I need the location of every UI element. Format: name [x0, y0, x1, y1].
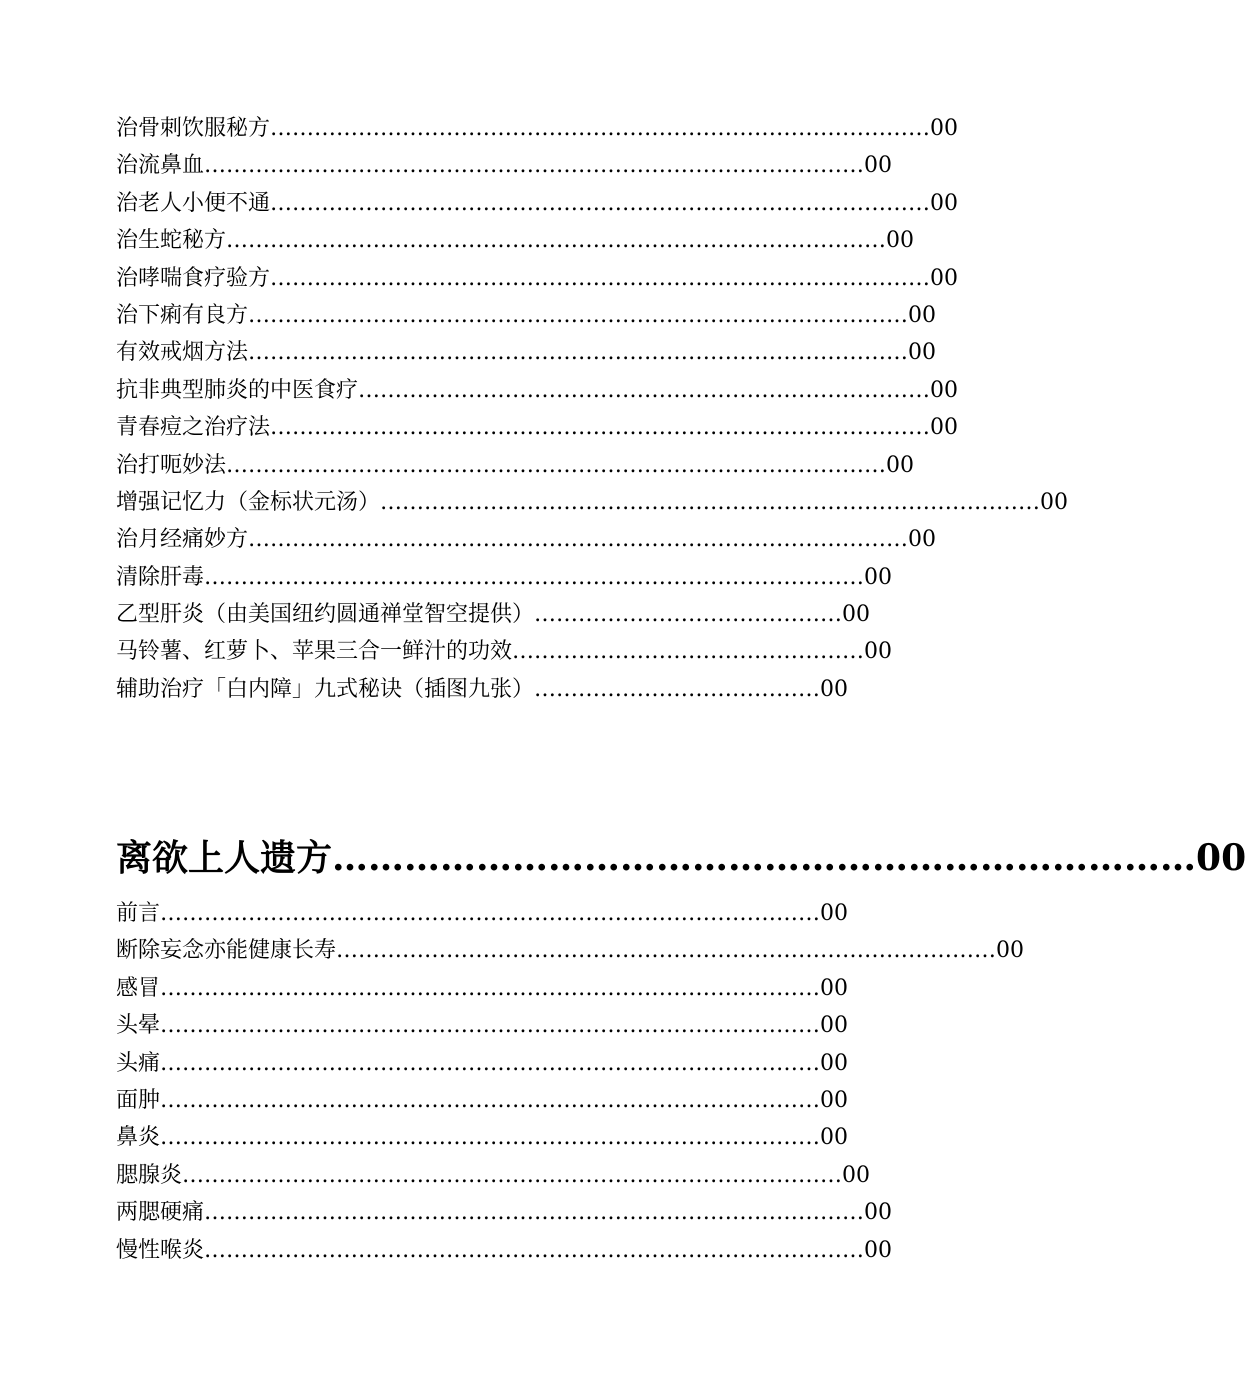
toc-entry[interactable]	[116, 1007, 896, 1044]
toc-entry[interactable]	[116, 484, 1069, 521]
entry-page-number: 00	[930, 116, 959, 141]
entry-title: 青春痘之治疗法	[116, 415, 271, 441]
entry-page-number: 00	[908, 302, 937, 328]
entry-leader-dots: ……………………………………………………………………	[358, 377, 931, 403]
entry-page-number: 00	[864, 564, 893, 590]
entry-title: 马铃薯、红萝卜、苹果三合一鲜汁的功效	[116, 639, 513, 665]
entry-title: 治老人小便不通	[116, 190, 271, 216]
entry-page-number: 00	[930, 377, 959, 403]
entry-leader-dots: ………………………………………………………………………………	[160, 1125, 821, 1151]
toc-entry[interactable]	[116, 1194, 896, 1231]
entry-leader-dots: ………………………………………………………………………………	[182, 1162, 843, 1188]
entry-page-number: 00	[930, 190, 959, 216]
toc-list-bottom	[116, 895, 1025, 1269]
entry-leader-dots: ………………………………………………………………………………	[204, 1237, 865, 1263]
entry-page-number: 00	[864, 639, 893, 665]
toc-entry[interactable]	[116, 970, 896, 1007]
entry-title: 抗非典型肺炎的中医食疗	[116, 377, 359, 403]
entry-page-number: 00	[930, 415, 959, 441]
toc-entry[interactable]	[116, 409, 959, 446]
entry-title: 治骨刺饮服秘方	[116, 116, 271, 141]
entry-leader-dots: …………………………………………	[512, 639, 865, 665]
toc-entry[interactable]	[116, 185, 959, 222]
entry-title: 慢性喉炎	[116, 1237, 205, 1263]
toc-entry[interactable]	[116, 895, 896, 932]
section-heading-page-number: 00	[1196, 837, 1246, 879]
entry-title: 治下痢有良方	[116, 302, 249, 328]
entry-title: 有效戒烟方法	[116, 340, 249, 366]
toc-entry[interactable]	[116, 372, 959, 409]
entry-title: 治哮喘食疗验方	[116, 265, 271, 291]
entry-leader-dots: ………………………………………………………………………………	[270, 415, 931, 441]
section-heading[interactable]	[116, 826, 1246, 890]
entry-leader-dots: ………………………………………………………………………………	[270, 190, 931, 216]
toc-list-top	[116, 110, 1069, 708]
toc-entry[interactable]	[116, 1157, 896, 1194]
toc-entry[interactable]	[116, 671, 896, 708]
toc-entry[interactable]	[116, 1232, 896, 1269]
entry-leader-dots: ………………………………………………………………………………	[226, 452, 887, 478]
entry-leader-dots: ………………………………………………………………………………	[248, 302, 909, 328]
entry-leader-dots: ………………………………………………………………………………	[204, 564, 865, 590]
entry-title: 清除肝毒	[116, 564, 205, 590]
entry-leader-dots: ………………………………………………………………………………	[160, 1013, 821, 1039]
entry-page-number: 00	[820, 676, 849, 702]
entry-title: 乙型肝炎（由美国纽约圆通禅堂智空提供）	[116, 602, 535, 628]
toc-entry[interactable]	[116, 559, 896, 596]
entry-leader-dots: ………………………………………………………………………………	[226, 228, 887, 254]
entry-page-number: 00	[1040, 489, 1069, 515]
toc-entry[interactable]	[116, 110, 959, 147]
entry-leader-dots: ………………………………………………………………………………	[248, 340, 909, 366]
toc-entry[interactable]	[116, 222, 915, 259]
entry-leader-dots: ………………………………………………………………………………	[204, 153, 865, 179]
entry-title: 两腮硬痛	[116, 1200, 205, 1226]
entry-page-number: 00	[886, 228, 915, 254]
toc-entry[interactable]	[116, 334, 937, 371]
entry-title: 腮腺炎	[116, 1162, 183, 1188]
entry-page-number: 00	[886, 452, 915, 478]
entry-leader-dots: …………………………………	[534, 676, 821, 702]
entry-title: 头晕	[116, 1013, 161, 1039]
entry-leader-dots: ………………………………………………………………………………	[380, 489, 1041, 515]
entry-page-number: 00	[864, 1200, 893, 1226]
entry-page-number: 00	[842, 1162, 871, 1188]
entry-leader-dots: ………………………………………………………………………………	[204, 1200, 865, 1226]
entry-title: 治月经痛妙方	[116, 527, 249, 553]
entry-page-number: 00	[820, 1125, 849, 1151]
toc-entry[interactable]	[116, 260, 959, 297]
toc-entry[interactable]	[116, 1045, 896, 1082]
toc-entry[interactable]	[116, 147, 896, 184]
entry-leader-dots: ………………………………………………………………………………	[160, 975, 821, 1001]
entry-page-number: 00	[908, 340, 937, 366]
entry-page-number: 00	[820, 901, 849, 926]
entry-title: 增强记忆力（金标状元汤）	[116, 489, 381, 515]
entry-title: 辅助治疗「白内障」九式秘诀（插图九张）	[116, 676, 535, 702]
entry-page-number: 00	[908, 527, 937, 553]
entry-page-number: 00	[820, 1087, 849, 1113]
toc-entry[interactable]	[116, 521, 937, 558]
toc-entry[interactable]	[116, 447, 915, 484]
toc-entry[interactable]	[116, 1119, 896, 1156]
entry-page-number: 00	[996, 938, 1025, 964]
entry-title: 治生蛇秘方	[116, 228, 227, 254]
entry-page-number: 00	[820, 1050, 849, 1076]
entry-page-number: 00	[842, 602, 871, 628]
entry-page-number: 00	[820, 1013, 849, 1039]
entry-leader-dots: ………………………………………………………………………………	[160, 1050, 821, 1076]
entry-leader-dots: ………………………………………………………………………………	[160, 1087, 821, 1113]
entry-leader-dots: ………………………………………………………………………………	[160, 901, 821, 926]
section-heading-title: 离欲上人遗方	[116, 837, 333, 879]
section-heading-leader-dots: ………………………………………………………………	[332, 837, 1197, 879]
entry-title: 治打呃妙法	[116, 452, 227, 478]
entry-leader-dots: ………………………………………………………………………………	[336, 938, 997, 964]
entry-page-number: 00	[864, 153, 893, 179]
entry-leader-dots: ………………………………………………………………………………	[270, 265, 931, 291]
entry-title: 面肿	[116, 1087, 161, 1113]
entry-leader-dots: ……………………………………	[534, 602, 843, 628]
entry-title: 前言	[116, 901, 161, 926]
toc-entry[interactable]	[116, 297, 937, 334]
entry-page-number: 00	[930, 265, 959, 291]
toc-entry[interactable]	[116, 932, 1025, 969]
entry-title: 鼻炎	[116, 1125, 161, 1151]
entry-title: 治流鼻血	[116, 153, 205, 179]
entry-page-number: 00	[864, 1237, 893, 1263]
toc-entry[interactable]	[116, 1082, 896, 1119]
entry-page-number: 00	[820, 975, 849, 1001]
entry-title: 感冒	[116, 975, 161, 1001]
toc-entry[interactable]	[116, 596, 896, 633]
entry-title: 断除妄念亦能健康长寿	[116, 938, 337, 964]
entry-leader-dots: ………………………………………………………………………………	[270, 116, 931, 141]
entry-leader-dots: ………………………………………………………………………………	[248, 527, 909, 553]
entry-title: 头痛	[116, 1050, 161, 1076]
toc-entry[interactable]	[116, 633, 896, 670]
